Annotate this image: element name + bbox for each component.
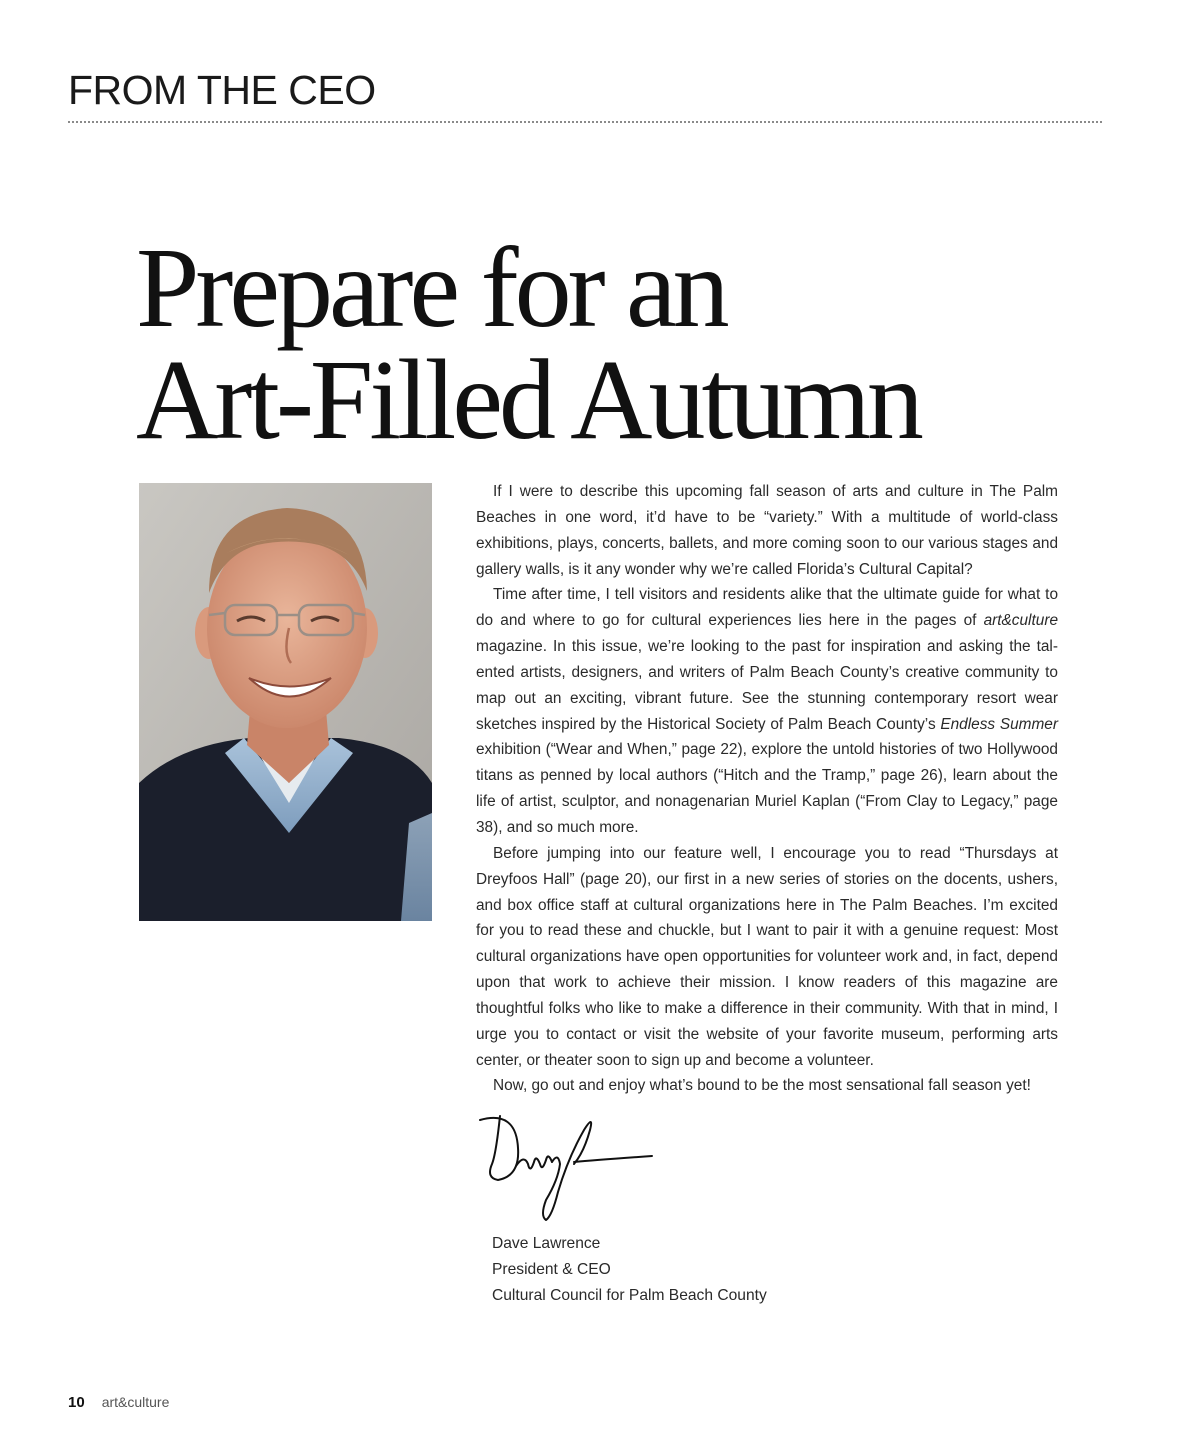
publication-name: art&culture	[101, 1394, 170, 1410]
letter-body	[476, 479, 1058, 1099]
page-footer	[68, 1394, 169, 1411]
signoff-block	[492, 1231, 767, 1309]
body-paragraph-4: Now, go out and enjoy what’s bound to be the most sensational fall season yet!	[493, 1077, 1031, 1095]
author-title: President & CEO	[492, 1261, 611, 1278]
ceo-portrait-photo	[139, 483, 432, 921]
magazine-title: art&culture	[983, 612, 1058, 630]
body-paragraph-2-part-c: exhibition (“Wear and When,” page 22), explore the untold histories of two Hollywood titans as penned by local authors (“Hitch and the Tramp,” page 26), learn about the life of artist, sculptor, and nonagenarian Muriel Kaplan (“From Clay to Legacy,” page 38), and so much more.	[476, 741, 1058, 836]
dotted-divider	[68, 121, 1102, 123]
body-paragraph-2-part-b: magazine. In this issue, we’re looking to the past for inspiration and asking the talented artists, designers, and writers of Palm Beach County’s creative community to map out an exciting, vibrant future. See the stunning contemporary resort wear sketches inspired by the Historical Society of Palm Beach County’s	[476, 638, 1058, 733]
body-paragraph-1: If I were to describe this upcoming fall season of arts and culture in The Palm Beaches in one word, it’d have to be “variety.” With a multitude of world-class exhibitions, plays, concerts, ballets, and more coming soon to our various stages and gallery walls, is it any wonder why we’re called Florida’s Cultural Capital?	[476, 483, 1058, 578]
section-label: FROM THE CEO	[68, 67, 376, 113]
author-organization: Cultural Council for Palm Beach County	[492, 1287, 767, 1304]
headline-line-1: Prepare for an	[136, 224, 726, 351]
body-paragraph-3: Before jumping into our feature well, I encourage you to read “Thursdays at Dreyfoos Hall” (page 20), our first in a new series of stories on the docents, ushers, and box office staff at cultural organizations here in The Palm Beaches. I’m excited for you to read these and chuckle, but I want to pair it with a genuine request: Most cultural organizations have open opportunities for volunteer work and, in fact, depend upon that work to achieve their mission. I know readers of this magazine are thoughtful folks who like to make a difference in their community. With that in mind, I urge you to contact or visit the website of your favorite museum, performing arts center, or theater soon to sign up and become a volunteer.	[476, 844, 1058, 1069]
author-name: Dave Lawrence	[492, 1235, 601, 1252]
handwritten-signature	[476, 1108, 666, 1226]
page-number: 10	[68, 1394, 85, 1411]
body-paragraph-2-part-a: Time after time, I tell visitors and residents alike that the ultimate guide for what to do and where to go for cultural experiences lies here in the pages of	[476, 586, 1058, 630]
body-paragraph-2	[476, 582, 1058, 840]
exhibition-title: Endless Summer	[940, 715, 1058, 733]
headline	[136, 224, 920, 463]
headline-line-2: Art-Filled Autumn	[136, 336, 920, 463]
